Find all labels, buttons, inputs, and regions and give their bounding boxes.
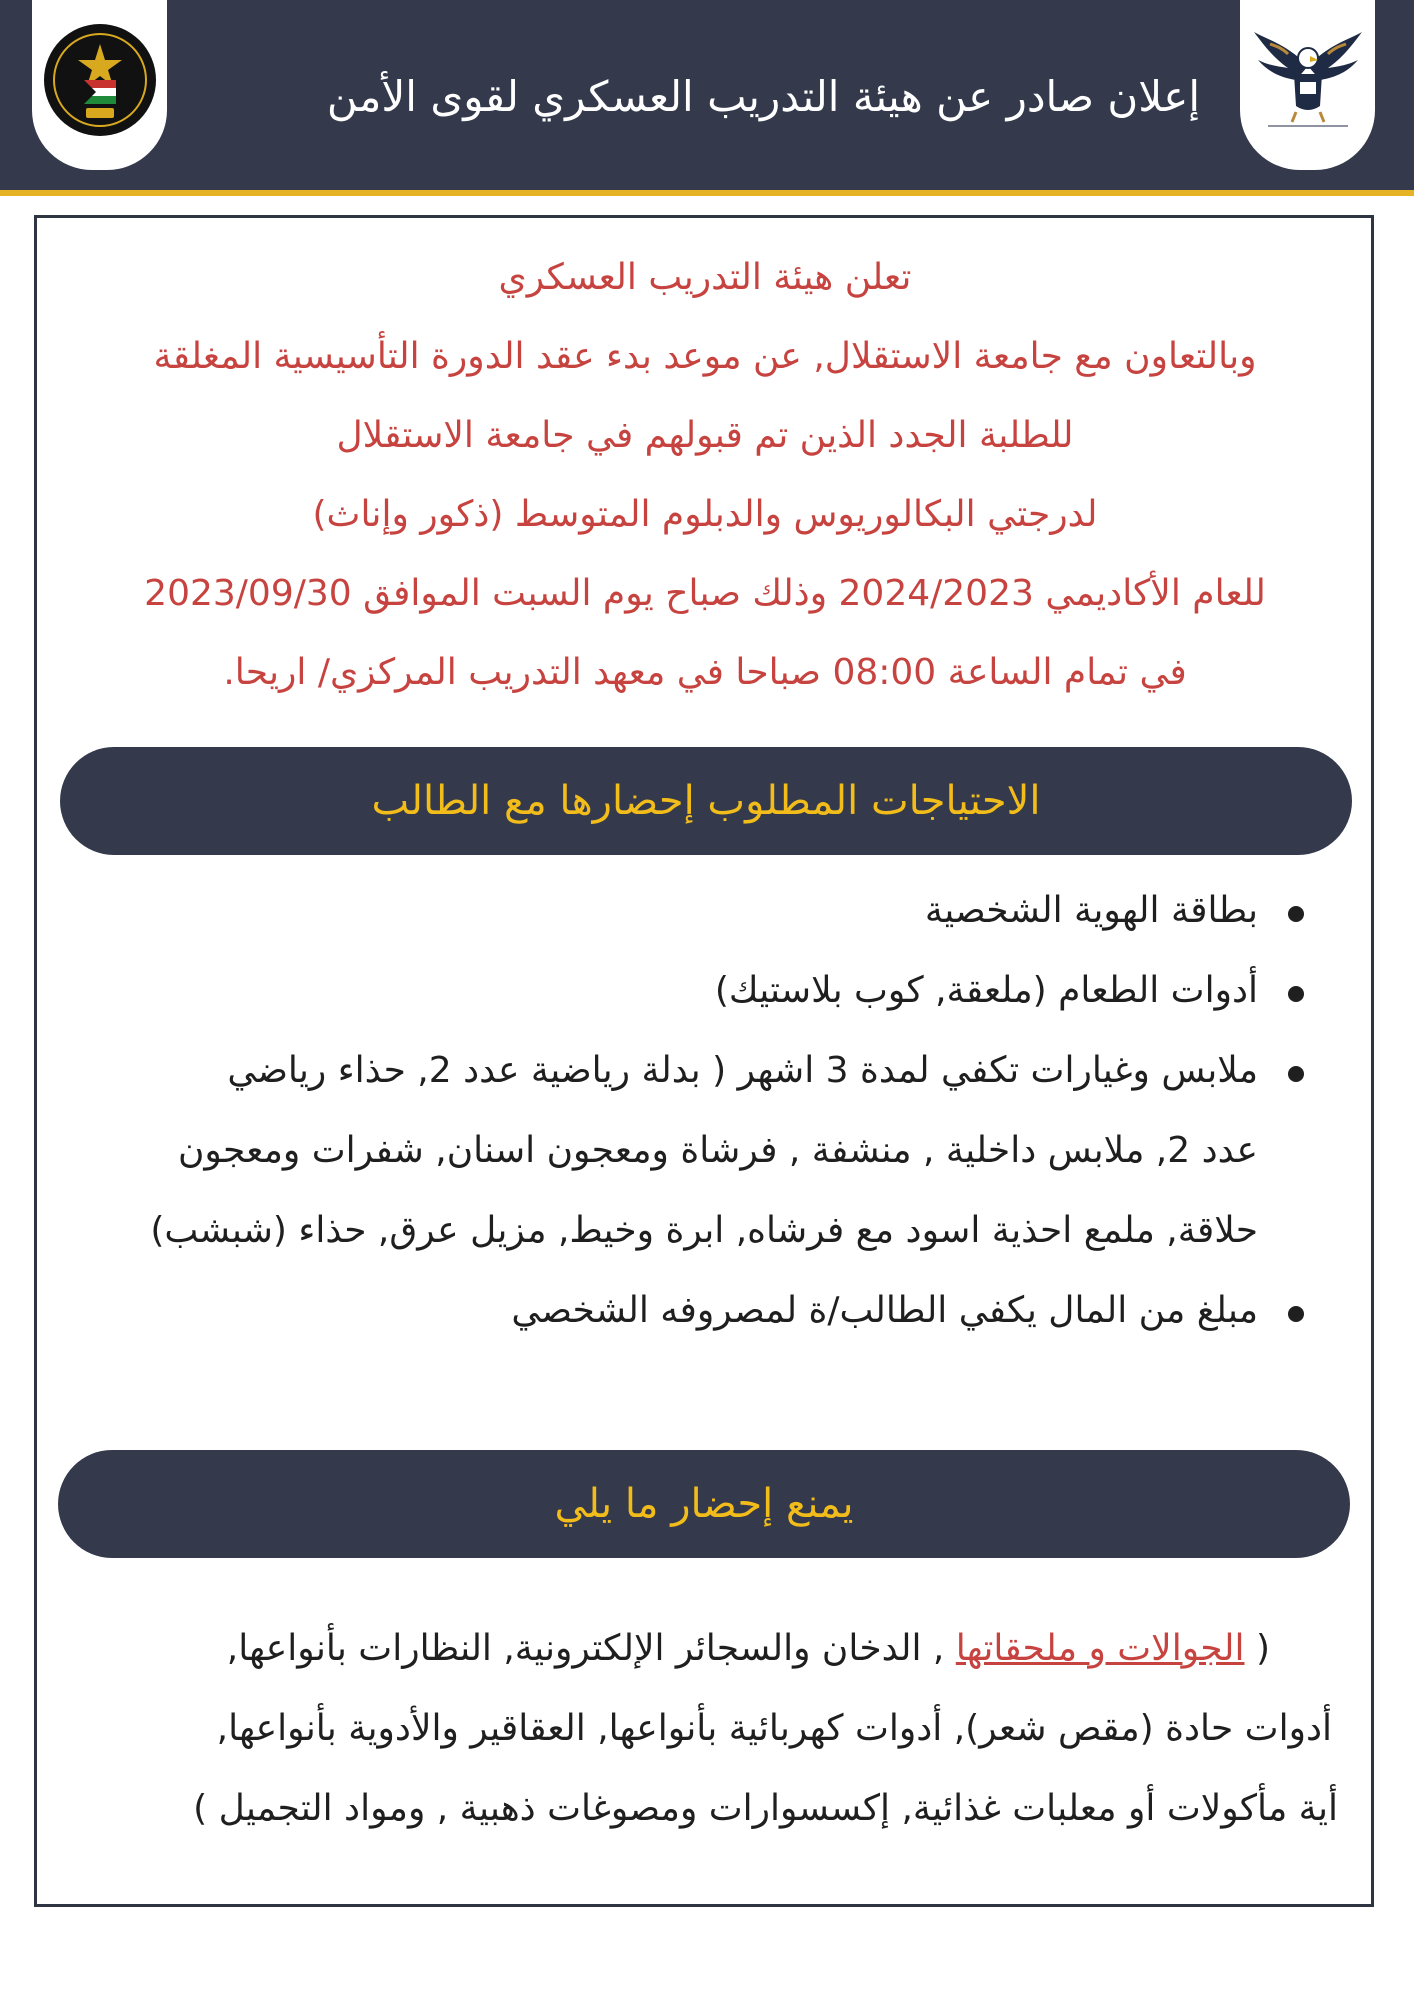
prohibited-heading: يمنع إحضار ما يلي bbox=[58, 1450, 1350, 1558]
intro-line: للعام الأكاديمي 2024/2023 وذلك صباح يوم السبت الموافق 2023/09/30 bbox=[144, 573, 1266, 614]
intro-line: في تمام الساعة 08:00 صباحا في معهد التدريب المركزي/ اريحا. bbox=[223, 652, 1187, 693]
list-item-continuation: حلاقة, ملمع احذية اسود مع فرشاه, ابرة وخيط, مزيل عرق, حذاء (شبشب) bbox=[150, 1210, 1258, 1251]
prohibited-line-rest: , الدخان والسجائر الإلكترونية, النظارات بأنواعها, bbox=[226, 1628, 956, 1669]
left-logo-tab bbox=[32, 0, 167, 170]
right-logo-tab bbox=[1240, 0, 1375, 170]
prohibited-line: أدوات حادة (مقص شعر), أدوات كهربائية بأنواعها, العقاقير والأدوية بأنواعها, bbox=[216, 1708, 1332, 1749]
list-item: ملابس وغيارات تكفي لمدة 3 اشهر ( بدلة رياضية عدد 2, حذاء رياضي bbox=[227, 1050, 1258, 1091]
requirements-heading: الاحتياجات المطلوب إحضارها مع الطالب bbox=[60, 747, 1352, 855]
intro-line: للطلبة الجدد الذين تم قبولهم في جامعة الاستقلال bbox=[336, 415, 1074, 456]
list-item: بطاقة الهوية الشخصية bbox=[924, 890, 1258, 931]
university-logo bbox=[1248, 14, 1368, 164]
open-paren: ( bbox=[1255, 1628, 1270, 1669]
intro-line: تعلن هيئة التدريب العسكري bbox=[498, 257, 912, 298]
bullet-icon bbox=[1288, 986, 1304, 1002]
intro-line: وبالتعاون مع جامعة الاستقلال, عن موعد بدء عقد الدورة التأسيسية المغلقة bbox=[153, 336, 1257, 377]
header-bar bbox=[0, 0, 1414, 190]
military-seal-logo bbox=[42, 22, 158, 138]
bullet-icon bbox=[1288, 1306, 1304, 1322]
list-item: أدوات الطعام (ملعقة, كوب بلاستيك) bbox=[714, 970, 1258, 1011]
prohibited-line bbox=[70, 1628, 1270, 1669]
list-item: مبلغ من المال يكفي الطالب/ة لمصروفه الشخصي bbox=[511, 1290, 1258, 1331]
intro-line: لدرجتي البكالوريوس والدبلوم المتوسط (ذكور وإناث) bbox=[312, 494, 1098, 535]
list-item-continuation: عدد 2, ملابس داخلية , منشفة , فرشاة ومعجون اسنان, شفرات ومعجون bbox=[177, 1130, 1258, 1171]
prohibited-line: أية مأكولات أو معلبات غذائية, إكسسوارات ومصوغات ذهبية , ومواد التجميل ) bbox=[193, 1788, 1338, 1829]
bullet-icon bbox=[1288, 906, 1304, 922]
header-accent-rule bbox=[0, 190, 1414, 196]
phones-highlight: الجوالات و ملحقاتها bbox=[955, 1628, 1245, 1669]
page-title: إعلان صادر عن هيئة التدريب العسكري لقوى الأمن bbox=[326, 72, 1200, 121]
bullet-icon bbox=[1288, 1066, 1304, 1082]
